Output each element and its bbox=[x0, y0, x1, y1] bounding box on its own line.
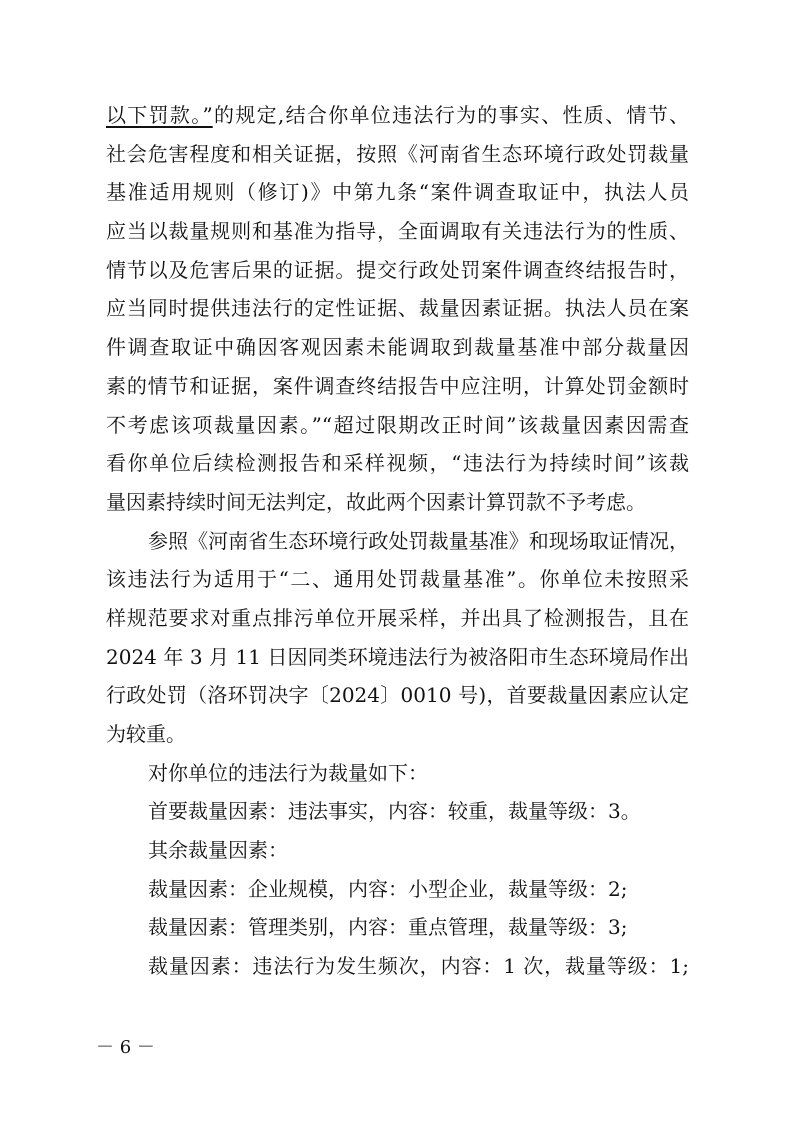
text-line: 素的情节和证据，案件调查终结报告中应注明，计算处罚金额时 bbox=[106, 373, 689, 398]
text-line: 2024 年 3 月 11 日因同类环境违法行为被洛阳市生态环境局作出 bbox=[106, 644, 689, 669]
text-line: 情节以及危害后果的证据。提交行政处罚案件调查终结报告时， bbox=[106, 257, 689, 282]
text-line: 行政处罚（洛环罚决字〔2024〕0010 号)，首要裁量因素应认定 bbox=[106, 683, 689, 708]
text-line: 量因素持续时间无法判定，故此两个因素计算罚款不予考虑。 bbox=[106, 489, 646, 514]
list-item: 其余裁量因素： bbox=[148, 838, 288, 863]
text-line: 看你单位后续检测报告和采样视频，“违法行为持续时间”该裁 bbox=[106, 451, 689, 476]
list-item: 裁量因素：管理类别，内容：重点管理，裁量等级：3; bbox=[148, 915, 628, 940]
list-item: 裁量因素：违法行为发生频次，内容：1 次，裁量等级：1; bbox=[148, 954, 689, 979]
text-line: 不考虑该项裁量因素。”“超过限期改正时间”该裁量因素因需查 bbox=[106, 412, 689, 437]
text-line: 社会危害程度和相关证据，按照《河南省生态环境行政处罚裁量 bbox=[106, 141, 689, 166]
text-line: 件调查取证中确因客观因素未能调取到裁量基准中部分裁量因 bbox=[106, 335, 689, 360]
text-line: 该违法行为适用于“二、通用处罚裁量基准”。你单位未按照采 bbox=[106, 567, 689, 592]
discretion-list bbox=[106, 754, 689, 986]
text-line: 样规范要求对重点排污单位开展采样，并出具了检测报告，且在 bbox=[106, 605, 689, 630]
list-item: 裁量因素：企业规模，内容：小型企业，裁量等级：2; bbox=[148, 876, 628, 901]
text-line: 应当以裁量规则和基准为指导，全面调取有关违法行为的性质、 bbox=[106, 219, 689, 244]
text-line: 参照《河南省生态环境行政处罚裁量基准》和现场取证情况， bbox=[148, 528, 689, 553]
underlined-quote-end: 以下罚款。” bbox=[106, 103, 213, 127]
text-line-content: 的规定,结合你单位违法行为的事实、性质、情节、 bbox=[212, 103, 689, 127]
text-line: 应当同时提供违法行的定性证据、裁量因素证据。执法人员在案 bbox=[106, 296, 689, 321]
text-line: 基准适用规则（修订)》中第九条“案件调查取证中，执法人员 bbox=[106, 180, 689, 205]
paragraph-reference bbox=[106, 522, 689, 754]
document-body bbox=[106, 96, 689, 986]
paragraph-reasoning bbox=[106, 96, 689, 522]
page-number: － 6 － bbox=[96, 1037, 155, 1058]
text-line bbox=[106, 96, 689, 135]
list-item: 首要裁量因素：违法事实，内容：较重，裁量等级：3。 bbox=[148, 799, 641, 824]
text-line: 为较重。 bbox=[106, 722, 186, 746]
list-item: 对你单位的违法行为裁量如下： bbox=[148, 760, 428, 785]
